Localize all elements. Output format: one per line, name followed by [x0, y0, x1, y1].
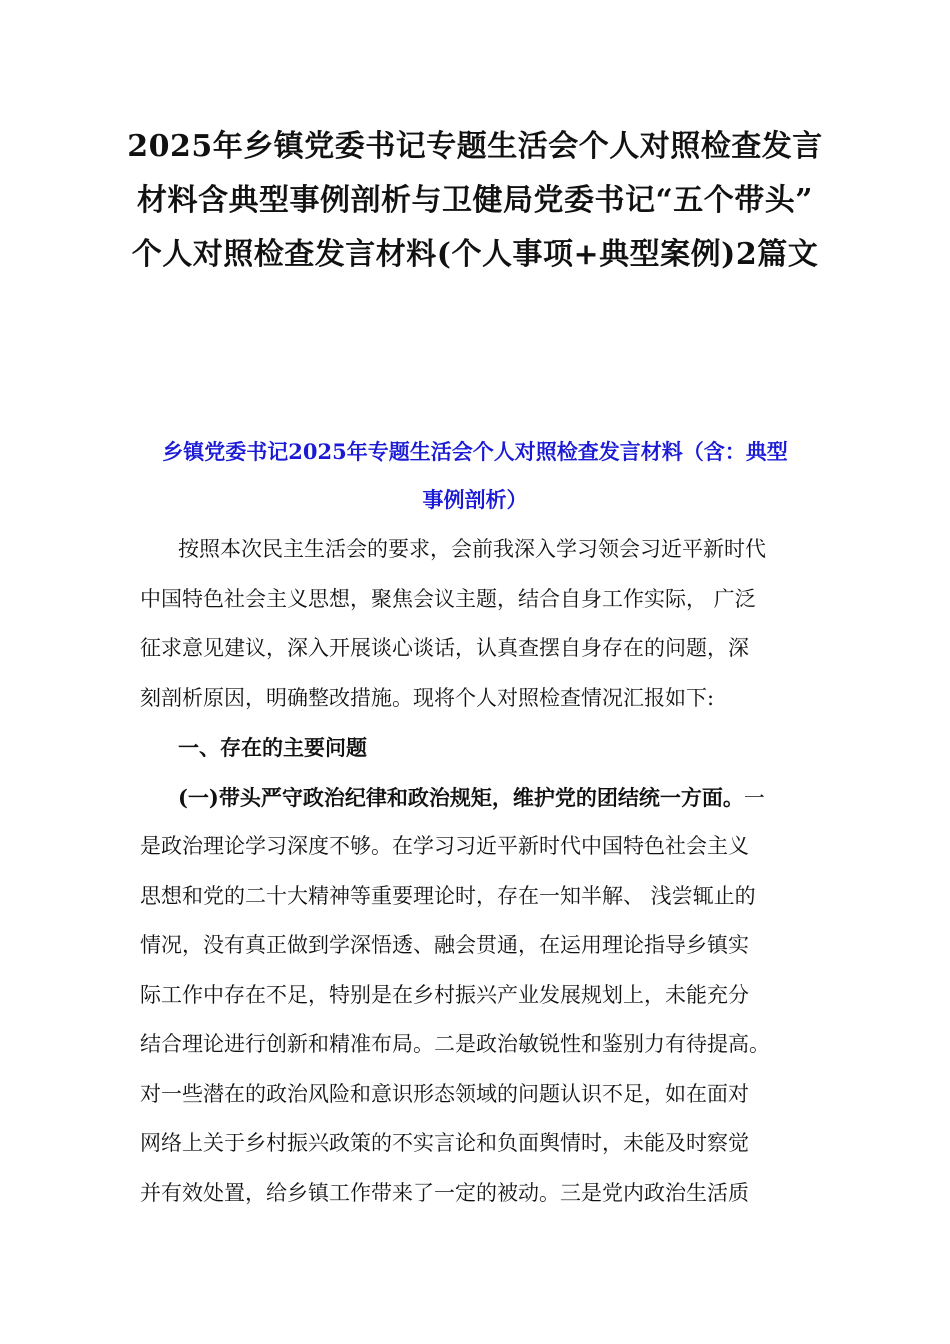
intro-line: 刻剖析原因，明确整改措施。现将个人对照检查情况汇报如下:	[140, 685, 715, 710]
section-heading: 一、存在的主要问题	[178, 735, 367, 760]
body-line: 并有效处置，给乡镇工作带来了一定的被动。三是党内政治生活质	[140, 1180, 749, 1205]
document-body	[140, 525, 820, 1218]
intro-line: 按照本次民主生活会的要求，会前我深入学习领会习近平新时代	[178, 537, 766, 561]
body-line: 情况，没有真正做到学深悟透、融会贯通，在运用理论指导乡镇实	[140, 933, 749, 957]
body-line: 结合理论进行创新和精准布局。二是政治敏锐性和鉴别力有待提高。	[140, 1032, 770, 1056]
body-line: 网络上关于乡村振兴政策的不实言论和负面舆情时，未能及时察觉	[140, 1131, 749, 1155]
intro-line: 中国特色社会主义思想，聚焦会议主题，结合自身工作实际， 广泛	[140, 586, 756, 611]
body-line: 际工作中存在不足，特别是在乡村振兴产业发展规划上，未能充分	[140, 982, 749, 1007]
body-line: 思想和党的二十大精神等重要理论时，存在一知半解、 浅尝辄止的	[140, 883, 756, 908]
subsection-line	[140, 773, 820, 823]
title-line: 材料含典型事例剖析与卫健局党委书记“五个带头”	[136, 183, 813, 218]
body-line: 是政治理论学习深度不够。在学习习近平新时代中国特色社会主义	[140, 834, 749, 858]
section-subtitle	[140, 428, 810, 524]
subtitle-line: 乡镇党委书记2025年专题生活会个人对照检查发言材料（含：典型	[162, 439, 788, 464]
title-line: 个人对照检查发言材料(个人事项+典型案例)2篇文	[131, 237, 819, 272]
body-line: 对一些潜在的政治风险和意识形态领域的问题认识不足，如在面对	[140, 1081, 749, 1106]
document-title	[120, 120, 830, 282]
title-line: 2025年乡镇党委书记专题生活会个人对照检查发言	[127, 129, 823, 164]
subtitle-line: 事例剖析）	[422, 487, 528, 512]
subsection-heading: (一)带头严守政治纪律和政治规矩，维护党的团结统一方面。	[178, 784, 744, 810]
subsection-first-line-tail: 一	[743, 785, 765, 810]
intro-line: 征求意见建议，深入开展谈心谈话，认真查摆自身存在的问题，深	[140, 636, 749, 660]
